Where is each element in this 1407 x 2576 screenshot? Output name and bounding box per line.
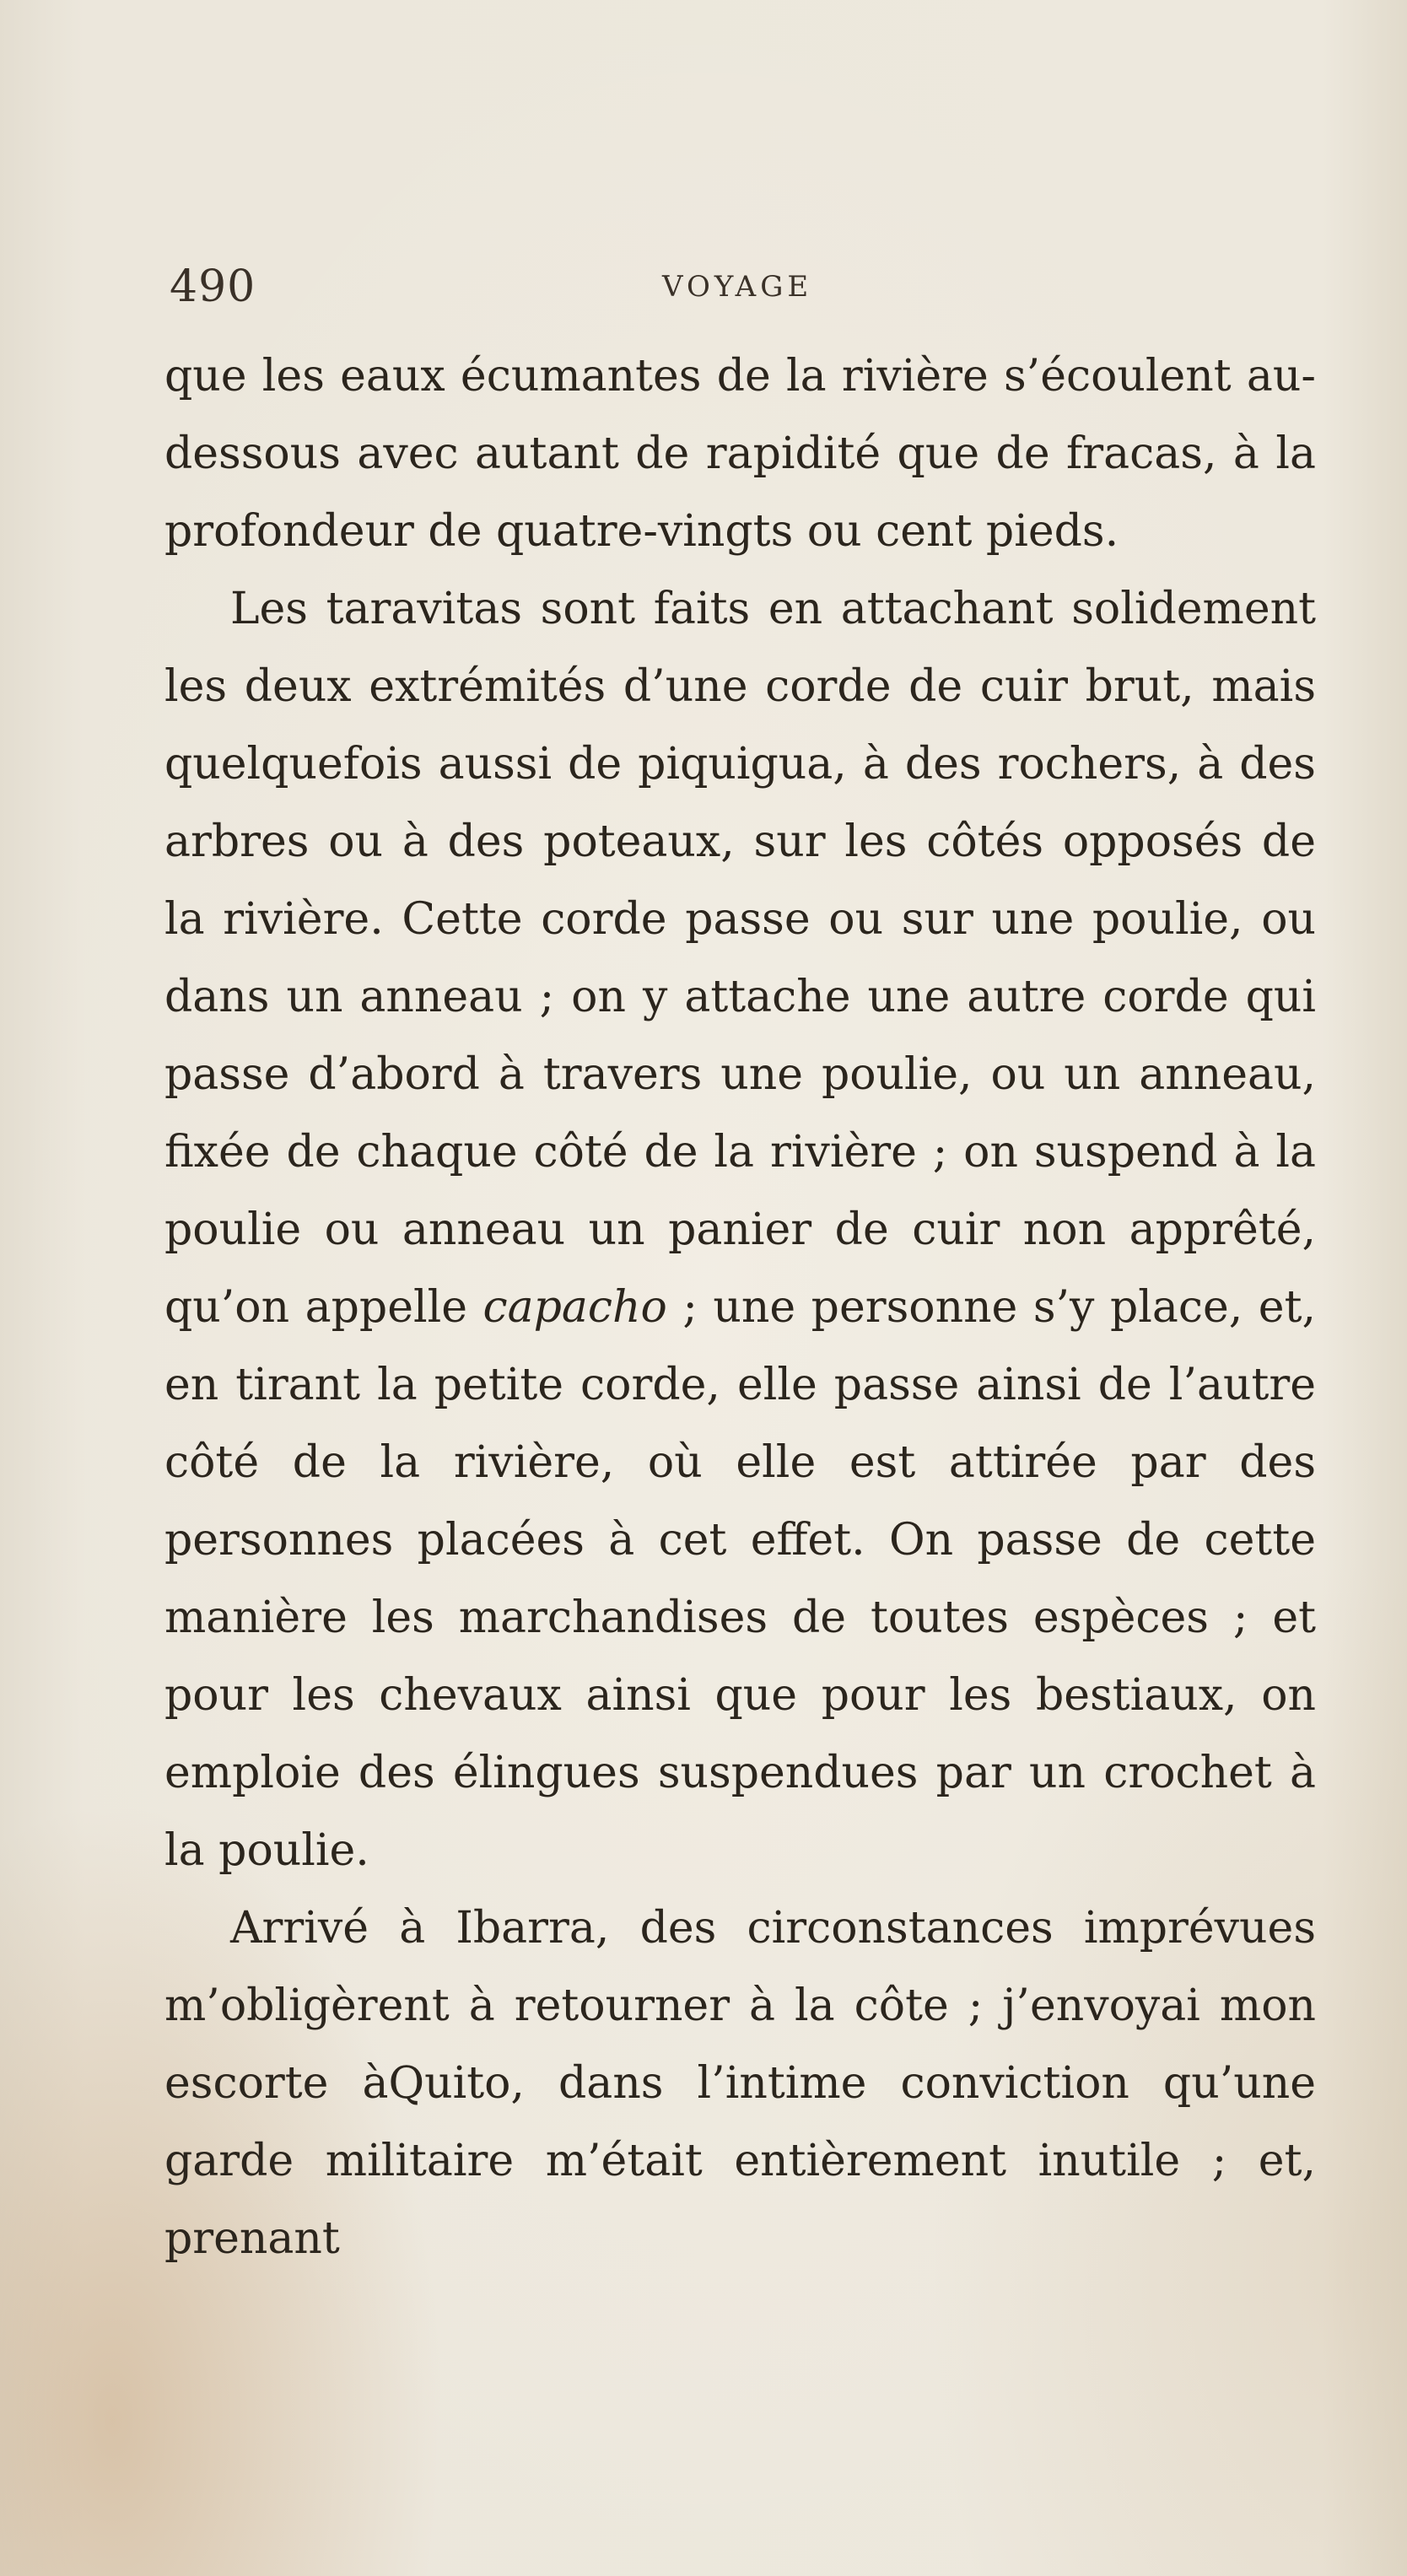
page-number: 490 <box>170 261 256 312</box>
paragraph-continuation: que les eaux écumantes de la rivière s’écoulent au-dessous avec autant de rapidité que de fracas, à la profondeur de quatre-vingts ou cent pieds. <box>164 351 1316 557</box>
page-header <box>164 253 1312 321</box>
paragraph-taravitas <box>164 570 1316 1889</box>
paragraph-taravitas-text: Les taravitas sont faits en attachant solidement les deux extrémités d’une corde de cuir brut, mais quelquefois aussi de piquigua, à des rochers, à des arbres ou à des poteaux, sur les côtés opposés de la rivière. Cette corde passe ou sur une poulie, ou dans un anneau ; on y attache une autre corde qui passe d’abord à travers une poulie, ou un anneau, fixée de chaque côté de la rivière ; on suspend à la poulie ou anneau un panier de cuir non apprêté, qu’on appelle <box>164 584 1316 1333</box>
paragraph-ibarra: Arrivé à Ibarra, des circonstances imprévues m’obligèrent à retourner à la côte ; j’envoyai mon escorte àQuito, dans l’intime conviction qu’une garde militaire m’était entièrement inutile ; et, prenant <box>164 1903 1316 2264</box>
paragraph-taravitas-text-end: ; une personne s’y place, et, en tirant la petite corde, elle passe ainsi de l’autre côté de la rivière, où elle est attirée par des personnes placées à cet effet. On passe de cette manière les marchandises de toutes espèces ; et pour les chevaux ainsi que pour les bestiaux, on emploie des élingues suspendues par un crochet à la poulie. <box>164 1282 1317 1876</box>
italic-term: capacho <box>482 1282 667 1333</box>
body-text <box>164 337 1316 2277</box>
running-head: VOYAGE <box>662 270 813 304</box>
